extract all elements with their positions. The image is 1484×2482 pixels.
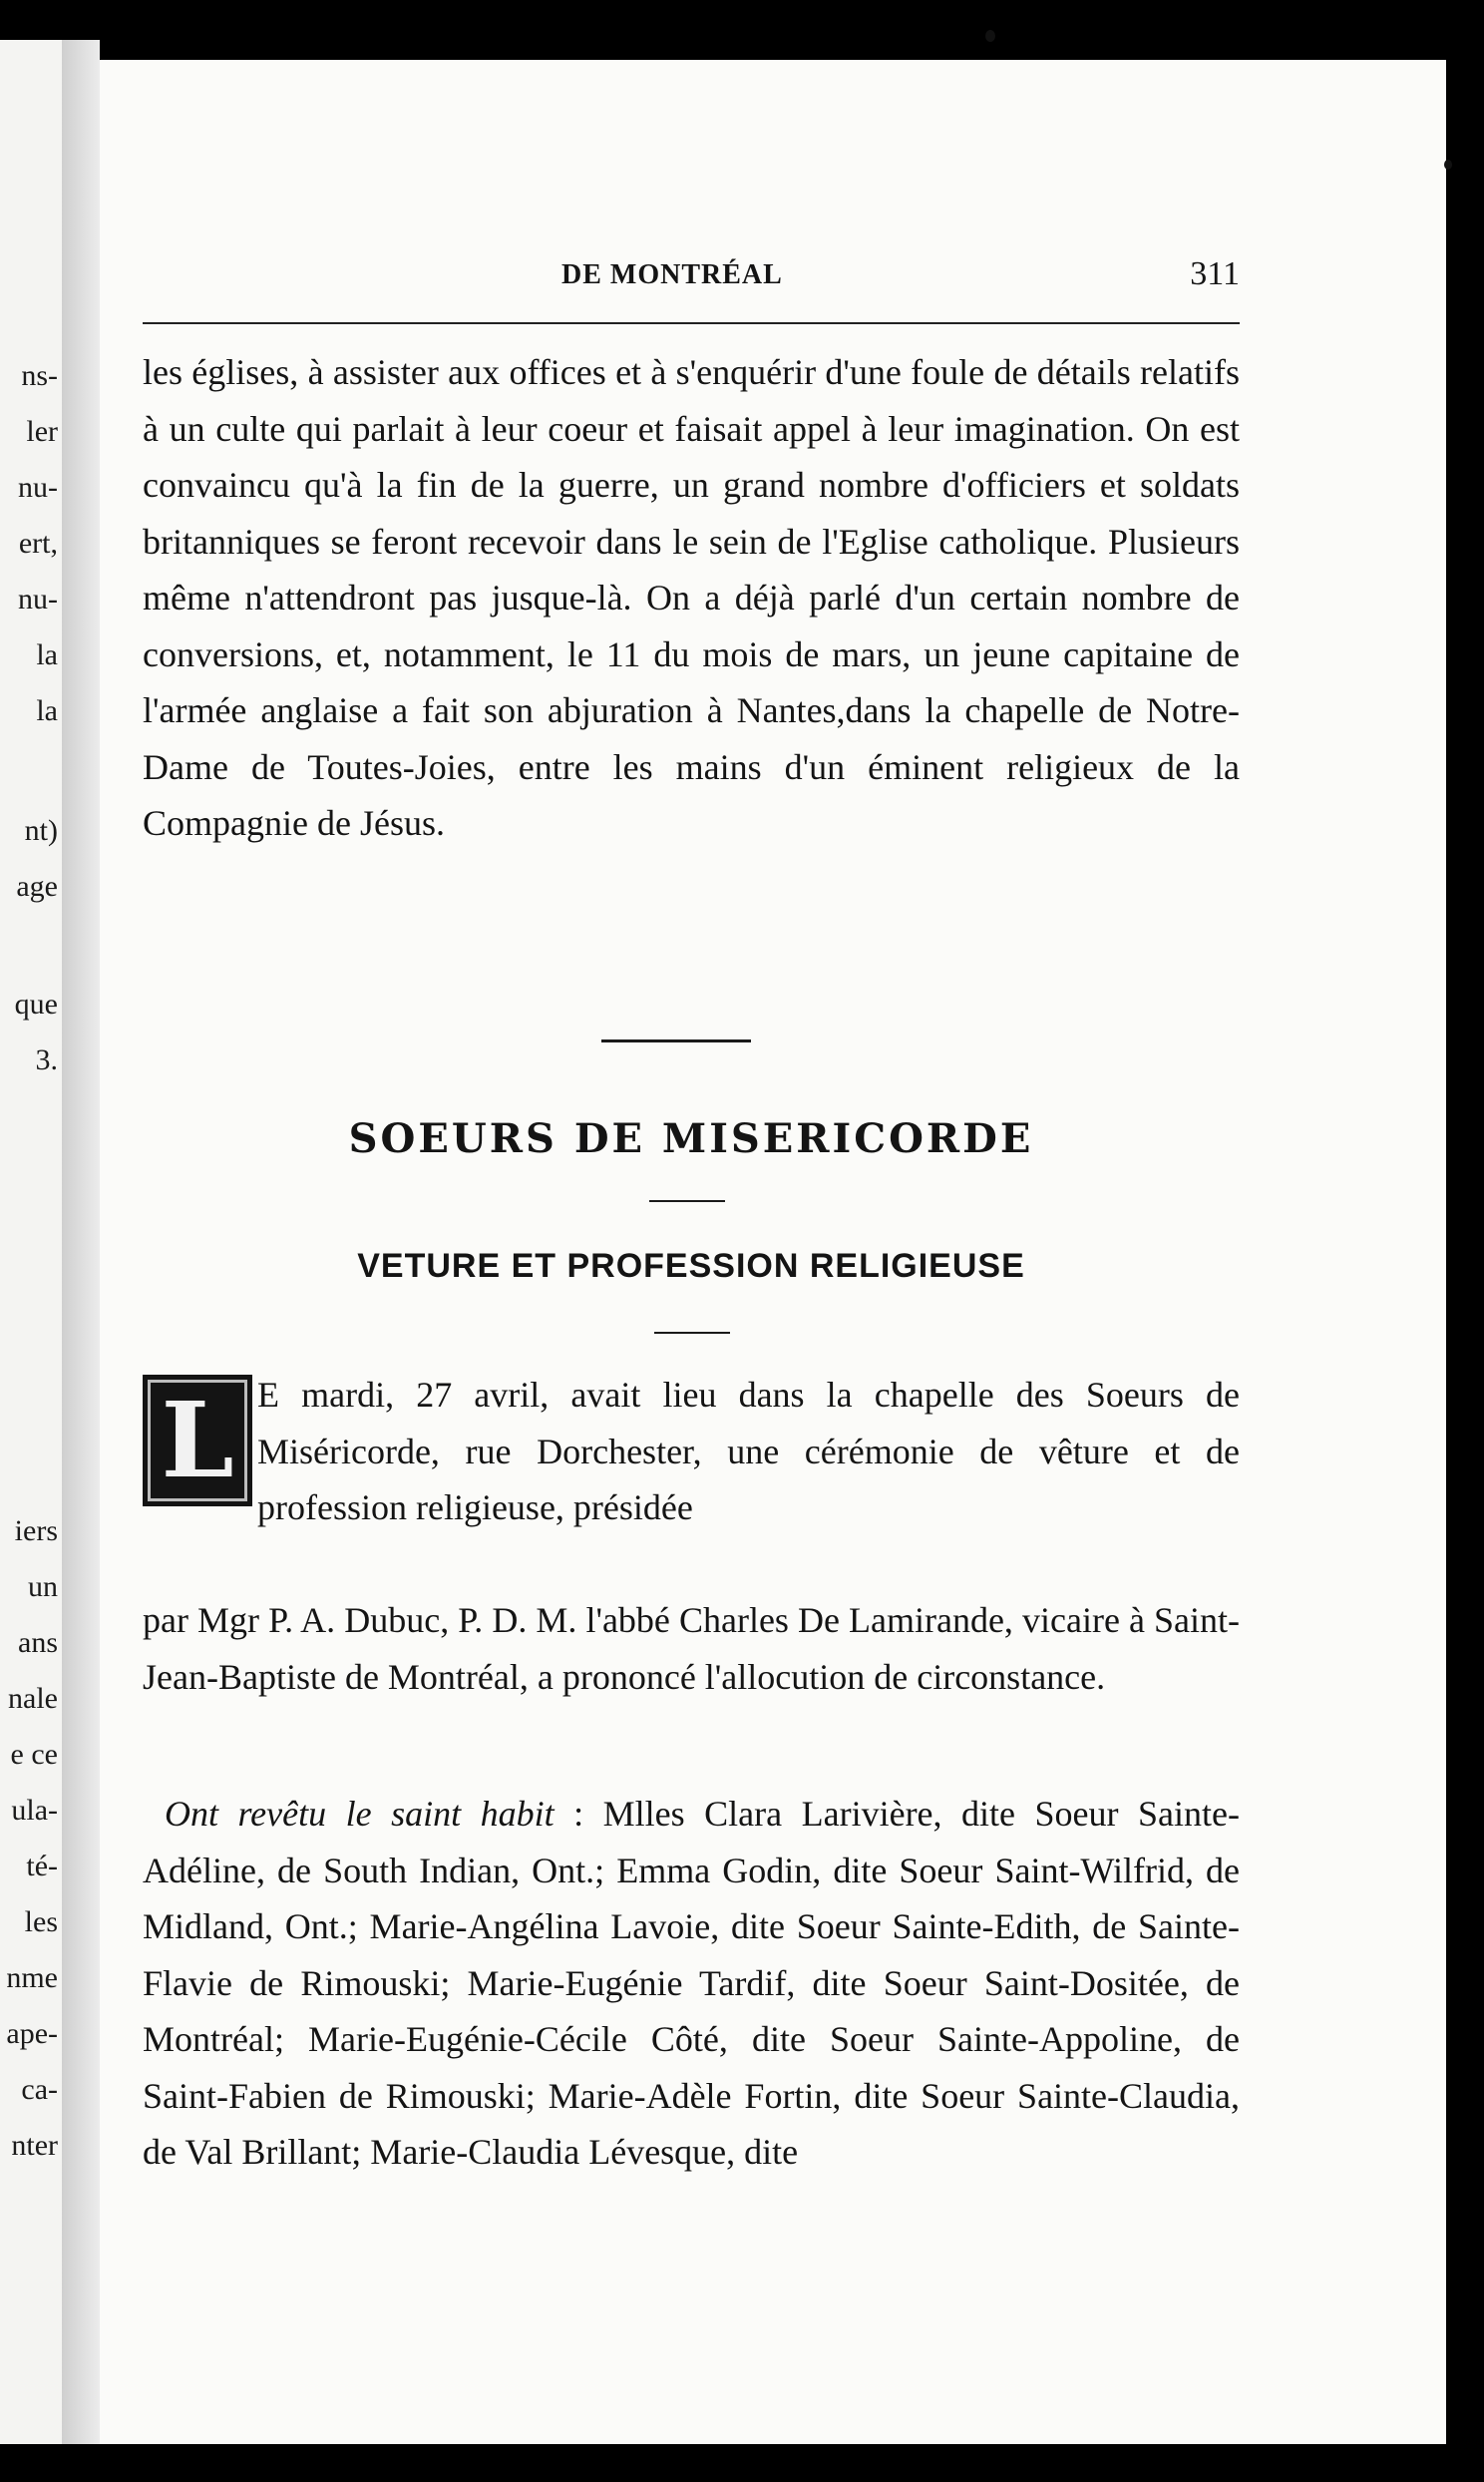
- fragment: ape-: [6, 2017, 58, 2050]
- book-gutter: [62, 40, 100, 2444]
- facing-page-edge: [0, 40, 64, 2444]
- fragment: 3.: [35, 1043, 58, 1076]
- paragraph-opening-lines: E mardi, 27 avril, avait lieu dans la chapelle des Soeurs de Miséricorde, rue Dorchester, une cérémonie de vêture et de profession religieuse, présidée: [257, 1375, 1240, 1527]
- fragment: e ce: [10, 1738, 58, 1771]
- page-number: 311: [1190, 255, 1240, 292]
- fragment: nt): [24, 814, 58, 847]
- fragment: nter: [11, 2129, 58, 2162]
- fragment: iers: [14, 1514, 58, 1547]
- italic-lead: Ont revêtu le saint habit: [165, 1794, 555, 1834]
- scan-speck: [985, 30, 995, 42]
- paragraph-continued: les églises, à assister aux offices et à s'enquérir d'une foule de détails relatifs à un culte qui parlait à leur coeur et faisait appel à leur imagination. On est convaincu qu'à la fin de la guerre, un grand nombre d'officiers et soldats britanniques se feront recevoir dans le sein de l'Eglise catholique. Plusieurs même n'attendront pas jusque-là. On a déjà parlé d'un certain nombre de conversions, et, notamment, le 11 du mois de mars, un jeune capitaine de l'armée anglaise a fait son abjuration à Nantes,dans la chapelle de Notre-Dame de Toutes-Joies, entre les mains d'un éminent religieux de la Compagnie de Jésus.: [143, 352, 1240, 843]
- drop-cap: L: [143, 1375, 252, 1506]
- fragment: ns-: [21, 359, 58, 392]
- scan-speck: [1444, 160, 1452, 170]
- fragment: nale: [8, 1682, 58, 1715]
- header-rule: [143, 322, 1240, 324]
- title-rule: [649, 1200, 725, 1202]
- fragment: nu-: [18, 471, 58, 504]
- fragment: ca-: [21, 2073, 58, 2106]
- fragment: nme: [6, 1961, 58, 1994]
- names-list: : Mlles Clara Larivière, dite Soeur Sainte-Adéline, de South Indian, Ont.; Emma Godin, dite Soeur Saint-Wilfrid, de Midland, Ont.; Marie-Angélina Lavoie, dite Soeur Sainte-Edith, de Sainte-Flavie de Rimouski; Marie-Eugénie Tardif, dite Soeur Saint-Dositée, de Montréal; Marie-Eugénie-Cécile Côté, dite Soeur Sainte-Appoline, de Saint-Fabien de Rimouski; Marie-Adèle Fortin, dite Soeur Sainte-Claudia, de Val Brillant; Marie-Claudia Lévesque, dite: [143, 1794, 1241, 2172]
- fragment: que: [14, 988, 58, 1021]
- fragment: nu-: [18, 583, 58, 616]
- subtitle-rule: [654, 1332, 730, 1334]
- text-block: [143, 60, 1240, 2444]
- fragment: ert,: [18, 527, 58, 560]
- fragment: la: [36, 638, 58, 671]
- book-page: [100, 60, 1446, 2444]
- fragment: les: [24, 1905, 58, 1938]
- section-subtitle: VETURE ET PROFESSION RELIGIEUSE: [357, 1247, 1025, 1285]
- fragment: la: [36, 694, 58, 727]
- section-separator: [601, 1039, 751, 1042]
- fragment: ler: [26, 415, 58, 448]
- fragment: un: [28, 1570, 58, 1603]
- fragment: ula-: [11, 1794, 58, 1827]
- paragraph-continuation: par Mgr P. A. Dubuc, P. D. M. l'abbé Charles De Lamirande, vicaire à Saint-Jean-Baptiste de Montréal, a prononcé l'allocution de circonstance.: [143, 1600, 1240, 1697]
- fragment: ans: [18, 1626, 58, 1659]
- fragment: age: [16, 870, 58, 903]
- section-title: SOEURS DE MISERICORDE: [348, 1115, 1034, 1162]
- fragment: té-: [26, 1850, 58, 1882]
- running-title: DE MONTRÉAL: [561, 259, 783, 290]
- paragraph-names: [143, 1786, 1240, 2181]
- running-header: [143, 255, 1240, 309]
